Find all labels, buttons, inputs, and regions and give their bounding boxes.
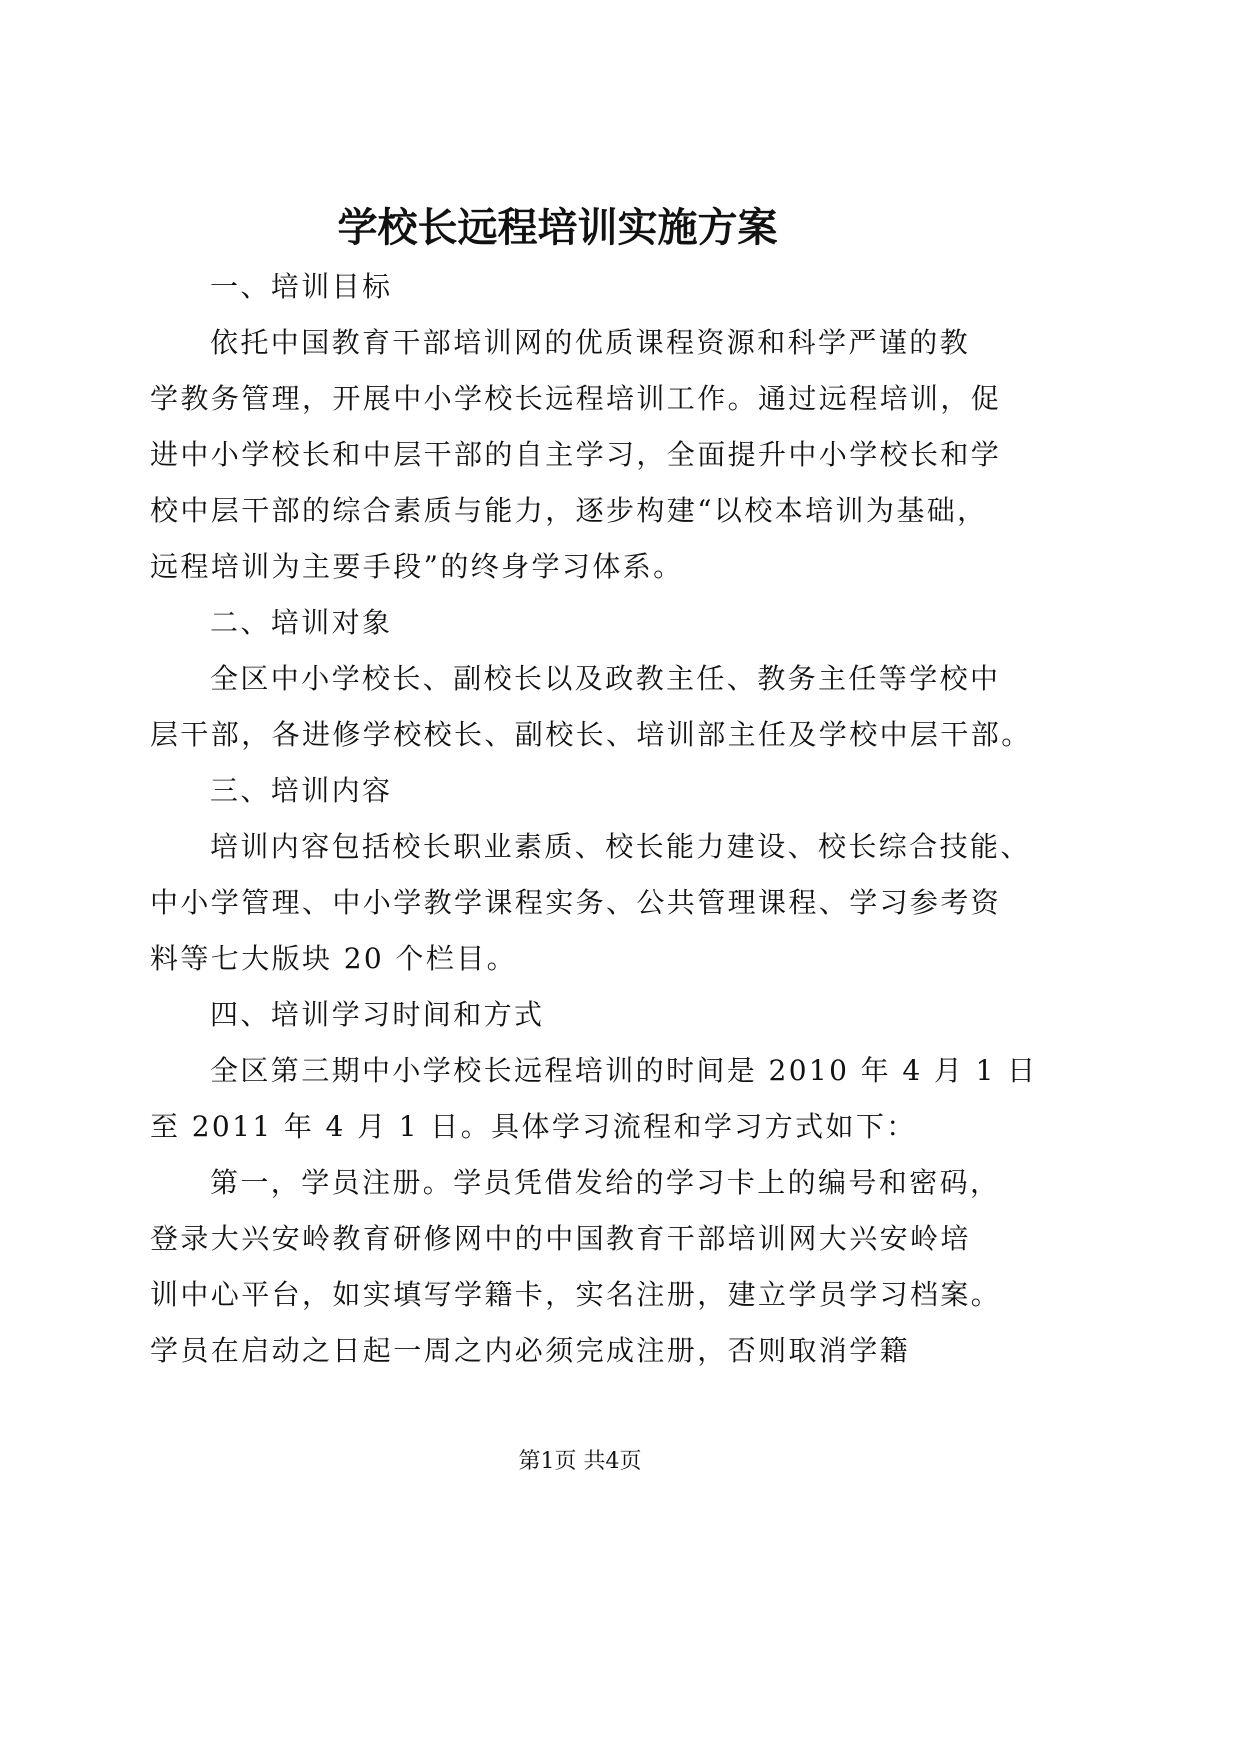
paragraph-line: 依托中国教育干部培训网的优质课程资源和科学严谨的教 <box>210 326 971 359</box>
paragraph-line: 学员在启动之日起一周之内必须完成注册，否则取消学籍 <box>150 1334 911 1367</box>
page-footer: 第1页 共4页 <box>518 1449 642 1474</box>
section-training-targets <box>150 595 1050 763</box>
section-heading: 一、培训目标 <box>210 270 393 303</box>
section-training-schedule <box>150 987 1050 1379</box>
section-training-goals <box>150 259 1050 595</box>
document-title: 学校长远程培训实施方案 <box>337 204 778 251</box>
paragraph-line: 料等七大版块 20 个栏目。 <box>150 942 518 975</box>
paragraph-line: 层干部，各进修学校校长、副校长、培训部主任及学校中层干部。 <box>150 718 1032 751</box>
document-body <box>150 259 1050 1379</box>
paragraph <box>150 315 1050 595</box>
paragraph-line: 学教务管理，开展中小学校长远程培训工作。通过远程培训，促 <box>150 382 1002 415</box>
paragraph-line: 训中心平台，如实填写学籍卡，实名注册，建立学员学习档案。 <box>150 1278 1002 1311</box>
paragraph <box>150 819 1050 987</box>
paragraph-line: 进中小学校长和中层干部的自主学习，全面提升中小学校长和学 <box>150 438 1002 471</box>
paragraph-line: 校中层干部的综合素质与能力，逐步构建“以校本培训为基础， <box>150 494 988 527</box>
paragraph-line: 培训内容包括校长职业素质、校长能力建设、校长综合技能、 <box>210 830 1031 863</box>
paragraph-line: 登录大兴安岭教育研修网中的中国教育干部培训网大兴安岭培 <box>150 1222 971 1255</box>
section-heading: 三、培训内容 <box>210 774 393 807</box>
paragraph <box>150 1043 1050 1155</box>
paragraph <box>150 651 1050 763</box>
paragraph-line: 远程培训为主要手段”的终身学习体系。 <box>150 550 684 583</box>
paragraph-line: 中小学管理、中小学教学课程实务、公共管理课程、学习参考资 <box>150 886 1002 919</box>
paragraph-line: 至 2011 年 4 月 1 日。具体学习流程和学习方式如下： <box>150 1110 917 1143</box>
paragraph-line: 第一，学员注册。学员凭借发给的学习卡上的编号和密码， <box>210 1166 1001 1199</box>
section-heading: 二、培训对象 <box>210 606 393 639</box>
section-heading: 四、培训学习时间和方式 <box>210 998 545 1031</box>
paragraph <box>150 1155 1050 1379</box>
paragraph-line: 全区第三期中小学校长远程培训的时间是 2010 年 4 月 1 日 <box>210 1054 1038 1087</box>
section-training-content <box>150 763 1050 987</box>
paragraph-line: 全区中小学校长、副校长以及政教主任、教务主任等学校中 <box>210 662 1001 695</box>
